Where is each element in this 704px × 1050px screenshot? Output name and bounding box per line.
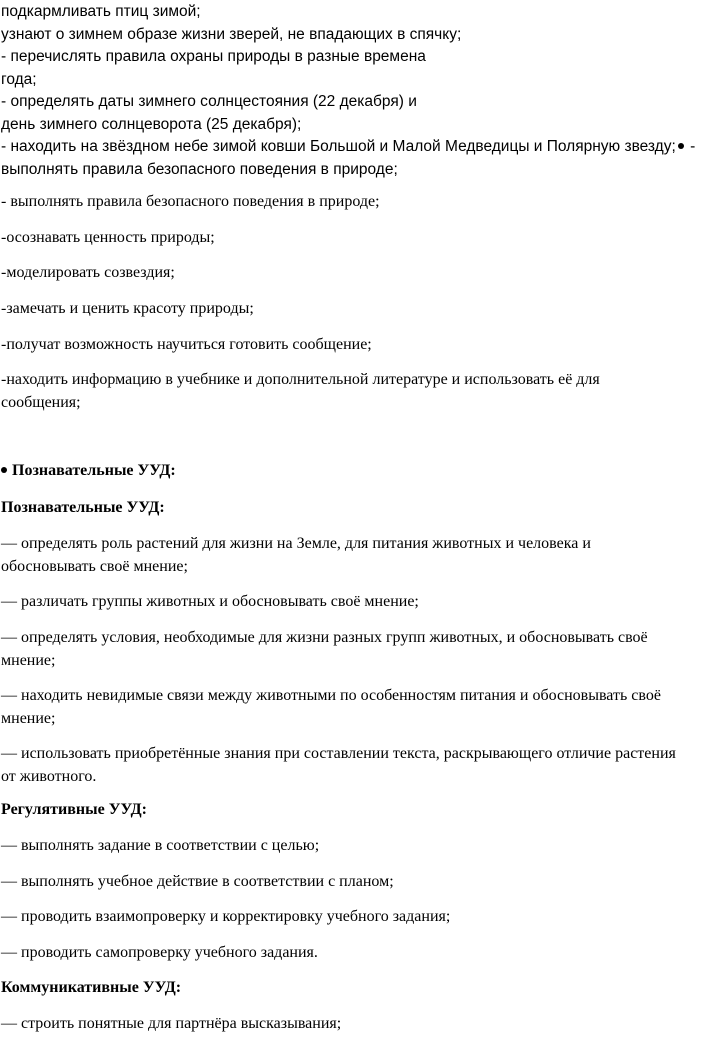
list-item: — выполнять задание в соответствии с целью; <box>1 837 320 854</box>
intro-line <box>1 137 695 157</box>
list-item: — определять роль растений для жизни на Земле, для питания животных и человека и <box>1 535 591 552</box>
intro-line: узнают о зимнем образе жизни зверей, не впадающих в спячку; <box>1 26 462 43</box>
list-item: - выполнять правила безопасного поведения в природе; <box>1 193 380 210</box>
intro-line-dash: - <box>685 138 696 155</box>
section-heading: Коммуникативные УУД: <box>1 979 182 996</box>
bullet-icon <box>678 143 684 149</box>
intro-line: - перечислять правила охраны природы в разные времена <box>1 48 426 65</box>
intro-line: - определять даты зимнего солнцестояния (22 декабря) и <box>1 93 417 110</box>
list-item: — проводить взаимопроверку и корректировку учебного задания; <box>1 908 451 925</box>
bullet-icon <box>1 467 7 473</box>
list-item: — различать группы животных и обосновывать своё мнение; <box>1 593 419 610</box>
section-heading: Регулятивные УУД: <box>1 801 147 818</box>
list-item: мнение; <box>1 652 56 669</box>
list-item: от животного. <box>1 768 97 785</box>
list-item: -моделировать созвездия; <box>1 264 175 281</box>
list-item: — выполнять учебное действие в соответствии с планом; <box>1 873 394 890</box>
list-item: обосновывать своё мнение; <box>1 558 188 575</box>
list-item: -осознавать ценность природы; <box>1 229 215 246</box>
section-heading: Познавательные УУД: <box>1 499 165 516</box>
section-heading-text: Познавательные УУД: <box>12 462 176 479</box>
list-item: -замечать и ценить красоту природы; <box>1 300 254 317</box>
list-item: -получат возможность научиться готовить сообщение; <box>1 336 372 353</box>
intro-line: выполнять правила безопасного поведения в природе; <box>1 161 398 178</box>
intro-line: года; <box>1 71 37 88</box>
section-heading-bulleted <box>1 461 176 481</box>
list-item: сообщения; <box>1 394 81 411</box>
list-item: — находить невидимые связи между животными по особенностям питания и обосновывать своё <box>1 687 661 704</box>
list-item: — строить понятные для партнёра высказывания; <box>1 1015 342 1032</box>
list-item: -находить информацию в учебнике и дополнительной литературе и использовать её для <box>1 371 600 388</box>
intro-line: подкармливать птиц зимой; <box>1 3 201 20</box>
list-item: мнение; <box>1 710 56 727</box>
list-item: — определять условия, необходимые для жизни разных групп животных, и обосновывать своё <box>1 629 648 646</box>
list-item: — проводить самопроверку учебного задания. <box>1 944 318 961</box>
intro-line-text: - находить на звёздном небе зимой ковши Большой и Малой Медведицы и Полярную звезду; <box>1 138 676 155</box>
intro-line: день зимнего солнцеворота (25 декабря); <box>1 116 302 133</box>
list-item: — использовать приобретённые знания при составлении текста, раскрывающего отличие растения <box>1 745 676 762</box>
